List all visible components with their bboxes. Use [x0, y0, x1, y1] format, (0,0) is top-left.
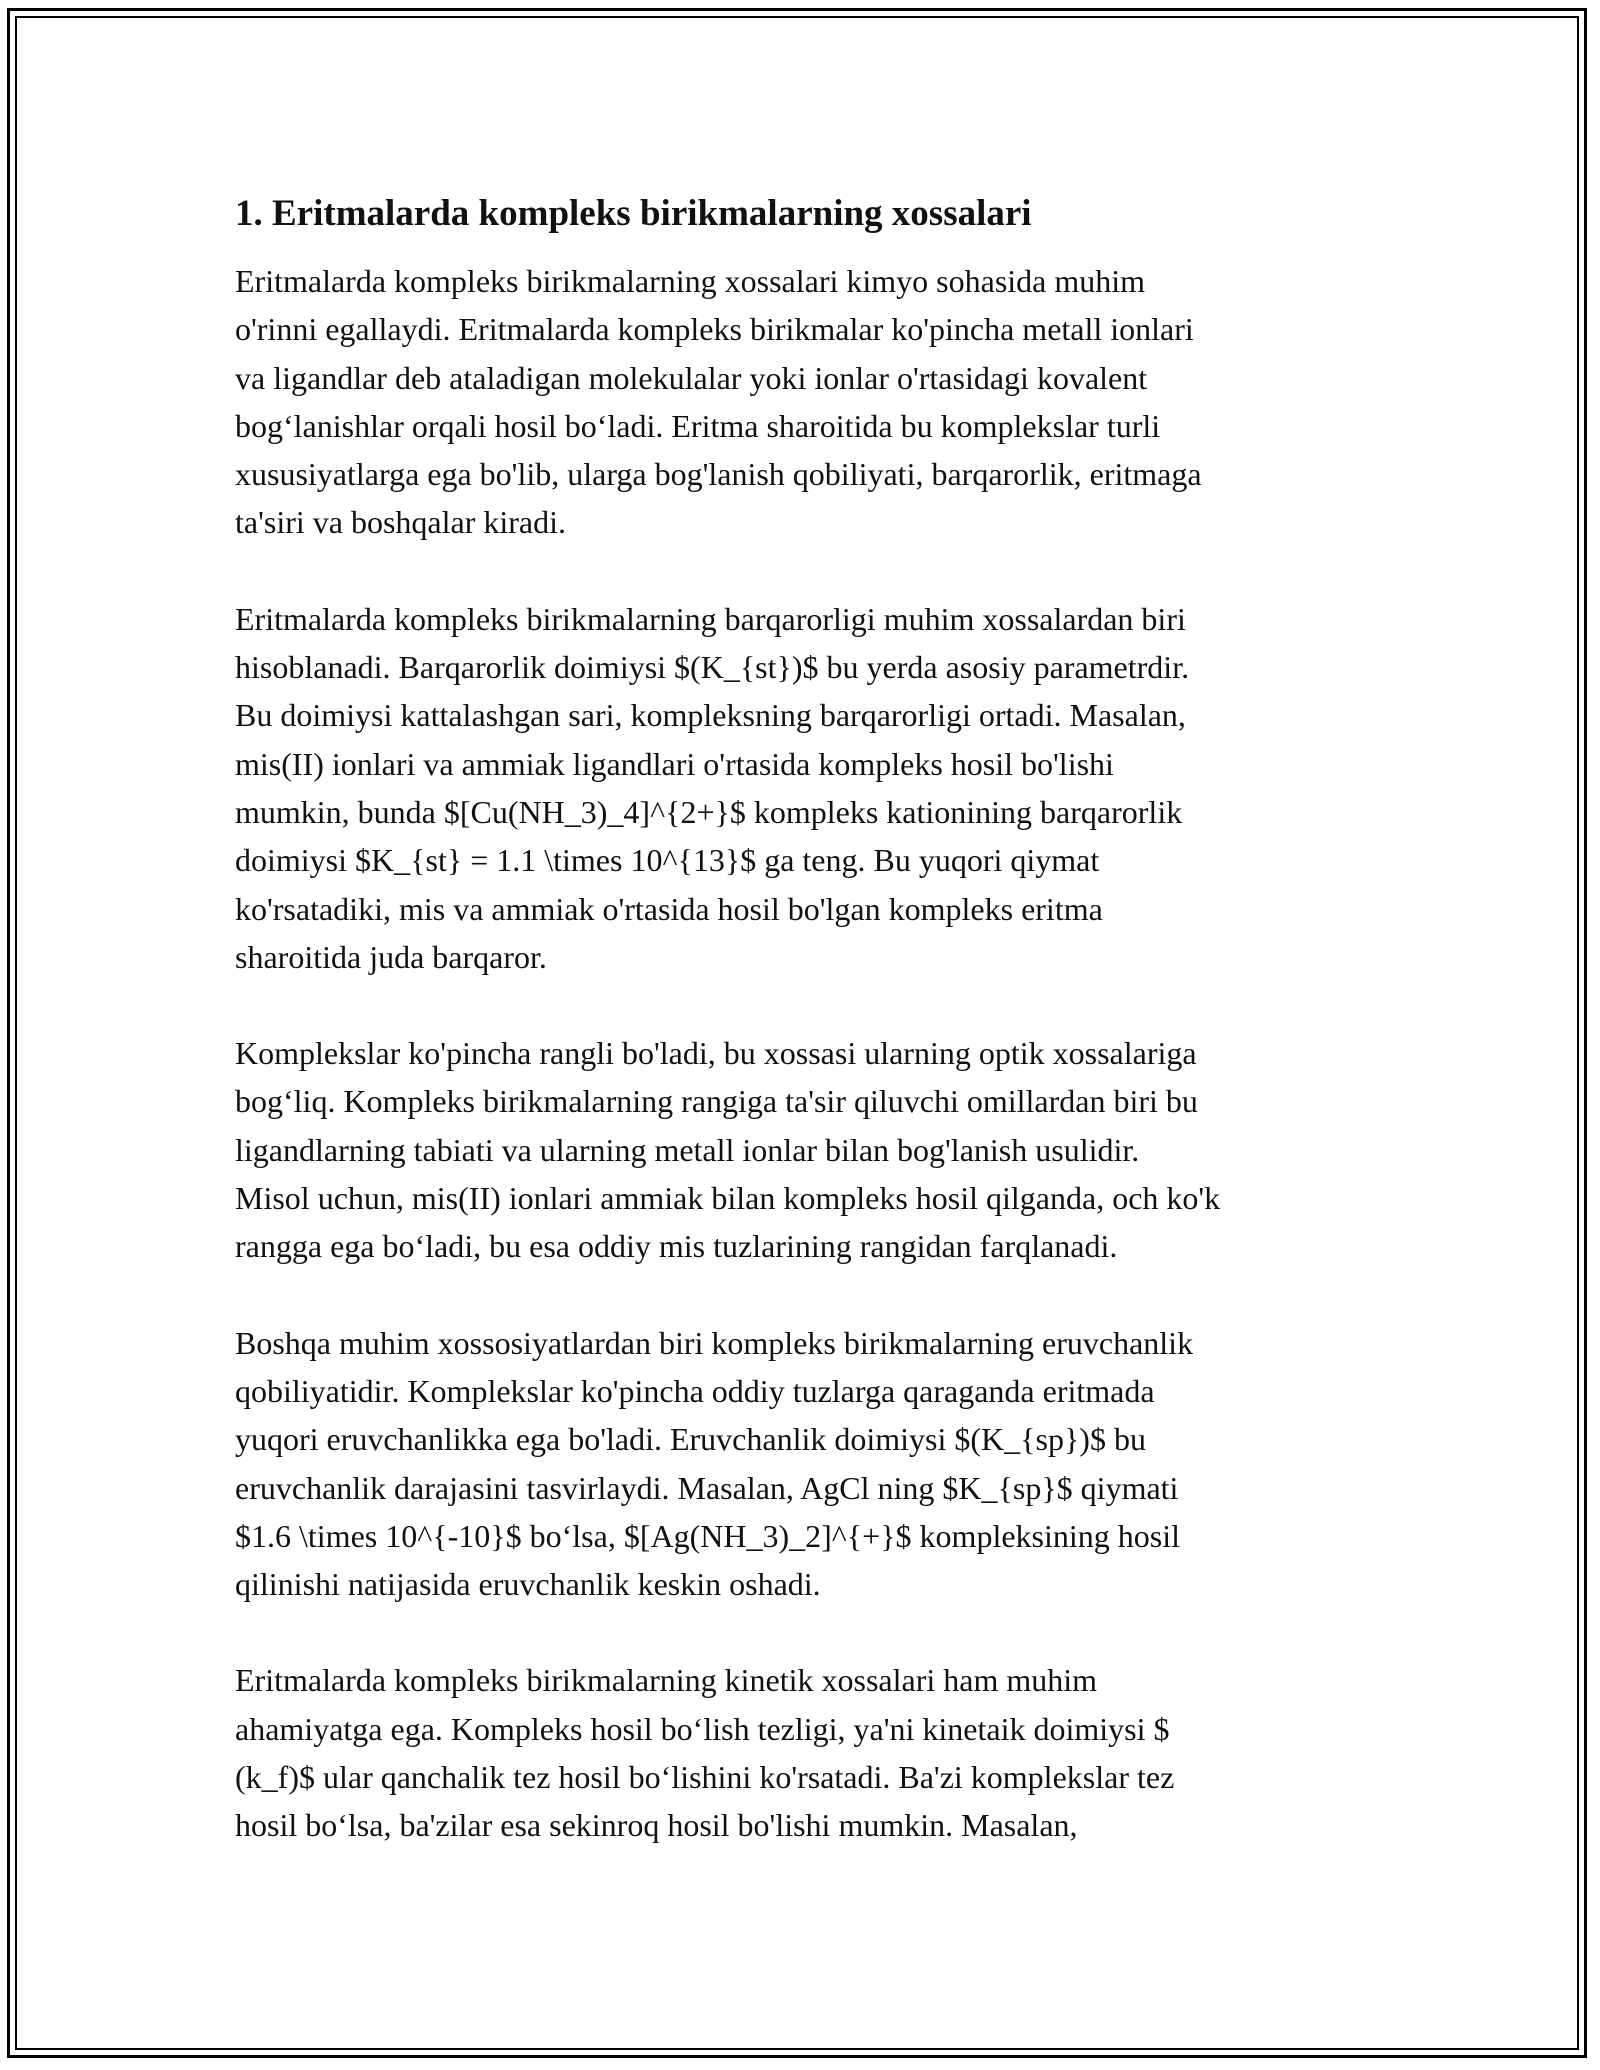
- document-body: [235, 190, 1375, 1898]
- paragraph-line: Eritmalarda kompleks birikmalarning barqarorligi muhim xossalardan biri: [235, 600, 1186, 637]
- section-title: 1. Eritmalarda kompleks birikmalarning xossalari: [235, 193, 1032, 234]
- paragraph-line: mis(II) ionlari va ammiak ligandlari o'rtasida kompleks hosil bo'lishi: [235, 745, 1114, 782]
- paragraph: [235, 257, 1375, 547]
- paragraph: [235, 1656, 1375, 1849]
- paragraph-line: ligandlarning tabiati va ularning metall ionlar bilan bog'lanish usulidir.: [235, 1131, 1140, 1168]
- paragraph-line: eruvchanlik darajasini tasvirlaydi. Masalan, AgCl ning $K_{sp}$ qiymati: [235, 1469, 1179, 1506]
- paragraph-line: hosil bo‘lsa, ba'zilar esa sekinroq hosil bo'lishi mumkin. Masalan,: [235, 1807, 1078, 1844]
- paragraph-line: bog‘liq. Kompleks birikmalarning rangiga ta'sir qiluvchi omillardan biri bu: [235, 1083, 1198, 1120]
- paragraph-line: rangga ega bo‘ladi, bu esa oddiy mis tuzlarining rangidan farqlanadi.: [235, 1228, 1118, 1265]
- paragraph-line: Boshqa muhim xossosiyatlardan biri kompleks birikmalarning eruvchanlik: [235, 1324, 1194, 1361]
- paragraph-line: ahamiyatga ega. Kompleks hosil bo‘lish tezligi, ya'ni kinetaik doimiysi $: [235, 1710, 1170, 1747]
- paragraph-line: (k_f)$ ular qanchalik tez hosil bo‘lishini ko'rsatadi. Ba'zi komplekslar tez: [235, 1759, 1175, 1796]
- paragraph-line: ko'rsatadiki, mis va ammiak o'rtasida hosil bo'lgan kompleks eritma: [235, 890, 1103, 927]
- paragraph-line: Komplekslar ko'pincha rangli bo'ladi, bu xossasi ularning optik xossalariga: [235, 1035, 1197, 1072]
- paragraph-line: Bu doimiysi kattalashgan sari, kompleksning barqarorligi ortadi. Masalan,: [235, 697, 1186, 734]
- paragraph-line: sharoitida juda barqaror.: [235, 938, 547, 975]
- paragraph: [235, 595, 1375, 981]
- paragraph: [235, 1319, 1375, 1609]
- paragraph-line: hisoblanadi. Barqarorlik doimiysi $(K_{st})$ bu yerda asosiy parametrdir.: [235, 649, 1190, 686]
- paragraph-line: va ligandlar deb ataladigan molekulalar yoki ionlar o'rtasidagi kovalent: [235, 359, 1148, 396]
- paragraph-list: [235, 257, 1375, 1850]
- paragraph-line: $1.6 \times 10^{-10}$ bo‘lsa, $[Ag(NH_3)_2]^{+}$ kompleksining hosil: [235, 1517, 1180, 1554]
- paragraph-line: o'rinni egallaydi. Eritmalarda kompleks birikmalar ko'pincha metall ionlari: [235, 311, 1194, 348]
- paragraph-line: mumkin, bunda $[Cu(NH_3)_4]^{2+}$ kompleks kationining barqarorlik: [235, 793, 1183, 830]
- paragraph: [235, 1029, 1375, 1270]
- paragraph-line: qilinishi natijasida eruvchanlik keskin oshadi.: [235, 1566, 821, 1603]
- paragraph-line: qobiliyatidir. Komplekslar ko'pincha oddiy tuzlarga qaraganda eritmada: [235, 1372, 1155, 1409]
- paragraph-line: Eritmalarda kompleks birikmalarning kinetik xossalari ham muhim: [235, 1662, 1098, 1699]
- paragraph-line: doimiysi $K_{st} = 1.1 \times 10^{13}$ ga teng. Bu yuqori qiymat: [235, 842, 1100, 879]
- paragraph-line: Eritmalarda kompleks birikmalarning xossalari kimyo sohasida muhim: [235, 263, 1146, 299]
- paragraph-line: Misol uchun, mis(II) ionlari ammiak bilan kompleks hosil qilganda, och ko'k: [235, 1180, 1221, 1217]
- paragraph-line: ta'siri va boshqalar kiradi.: [235, 504, 566, 541]
- paragraph-line: yuqori eruvchanlikka ega bo'ladi. Eruvchanlik doimiysi $(K_{sp})$ bu: [235, 1421, 1146, 1458]
- paragraph-line: bog‘lanishlar orqali hosil bo‘ladi. Eritma sharoitida bu komplekslar turli: [235, 407, 1161, 444]
- paragraph-line: xususiyatlarga ega bo'lib, ularga bog'lanish qobiliyati, barqarorlik, eritmaga: [235, 456, 1202, 493]
